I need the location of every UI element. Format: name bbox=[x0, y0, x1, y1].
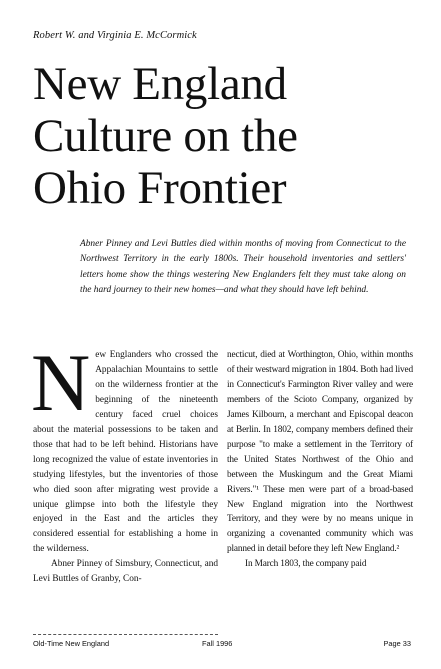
author-byline: Robert W. and Virginia E. McCormick bbox=[33, 30, 197, 41]
footer-publication: Old-Time New England bbox=[33, 639, 110, 648]
footer-issue: Fall 1996 bbox=[202, 639, 233, 648]
body-paragraph: necticut, died at Worthington, Ohio, within months of their westward migration in 1804. Both had lived in Connecticut's Farmington River valley and were members of the Scioto Company, organized by James Kilbourn, a merchant and Episcopal deacon at Berlin. In 1802, company members defined their purpose "to make a settlement in the Territory of the United States Northwest of the Ohio and between the Muskingum and the Great Miami Rivers."¹ These men were part of a broad-based New England migration into the Northwest Territory, and they were by no means unique in organizing a covenanted community which was planned in detail before they left New England.² bbox=[227, 350, 413, 555]
paragraph-text: ew Englanders who crossed the Appalachian Mountains to settle on the wilderness frontier at the beginning of the nineteenth century faced cruel choices about the material possessions to be taken and those that had to be left behind. Historians have long recognized the value of estate inventories in studying lifestyles, but the inventories of those who died soon after migrating west provide a unique glimpse into both the lifestyle they enjoyed in the East and the articles they considered essential for establishing a home in the wilderness. bbox=[33, 350, 218, 555]
title-line-3: Ohio Frontier bbox=[33, 162, 287, 214]
article-abstract: Abner Pinney and Levi Buttles died within months of moving from Connecticut to the Northwest Territory in the early 1800s. Their household inventories and settlers' letters home show the things westering New Englanders felt they must take along on the hard journey to their new homes—and what they should have left behind. bbox=[80, 239, 406, 295]
title-line-1: New England bbox=[33, 58, 287, 110]
body-paragraph: In March 1803, the company paid bbox=[245, 559, 367, 570]
body-paragraph bbox=[31, 337, 218, 557]
body-paragraph: Abner Pinney of Simsbury, Connecticut, and Levi Buttles of Granby, Con- bbox=[33, 559, 218, 585]
bottom-rule bbox=[33, 634, 218, 635]
body-column-right bbox=[227, 348, 413, 572]
title-line-2: Culture on the bbox=[33, 110, 298, 162]
article-title bbox=[33, 58, 433, 214]
body-column-left bbox=[31, 337, 218, 587]
drop-cap: N bbox=[31, 337, 91, 428]
footer-page-number: Page 33 bbox=[383, 639, 411, 648]
